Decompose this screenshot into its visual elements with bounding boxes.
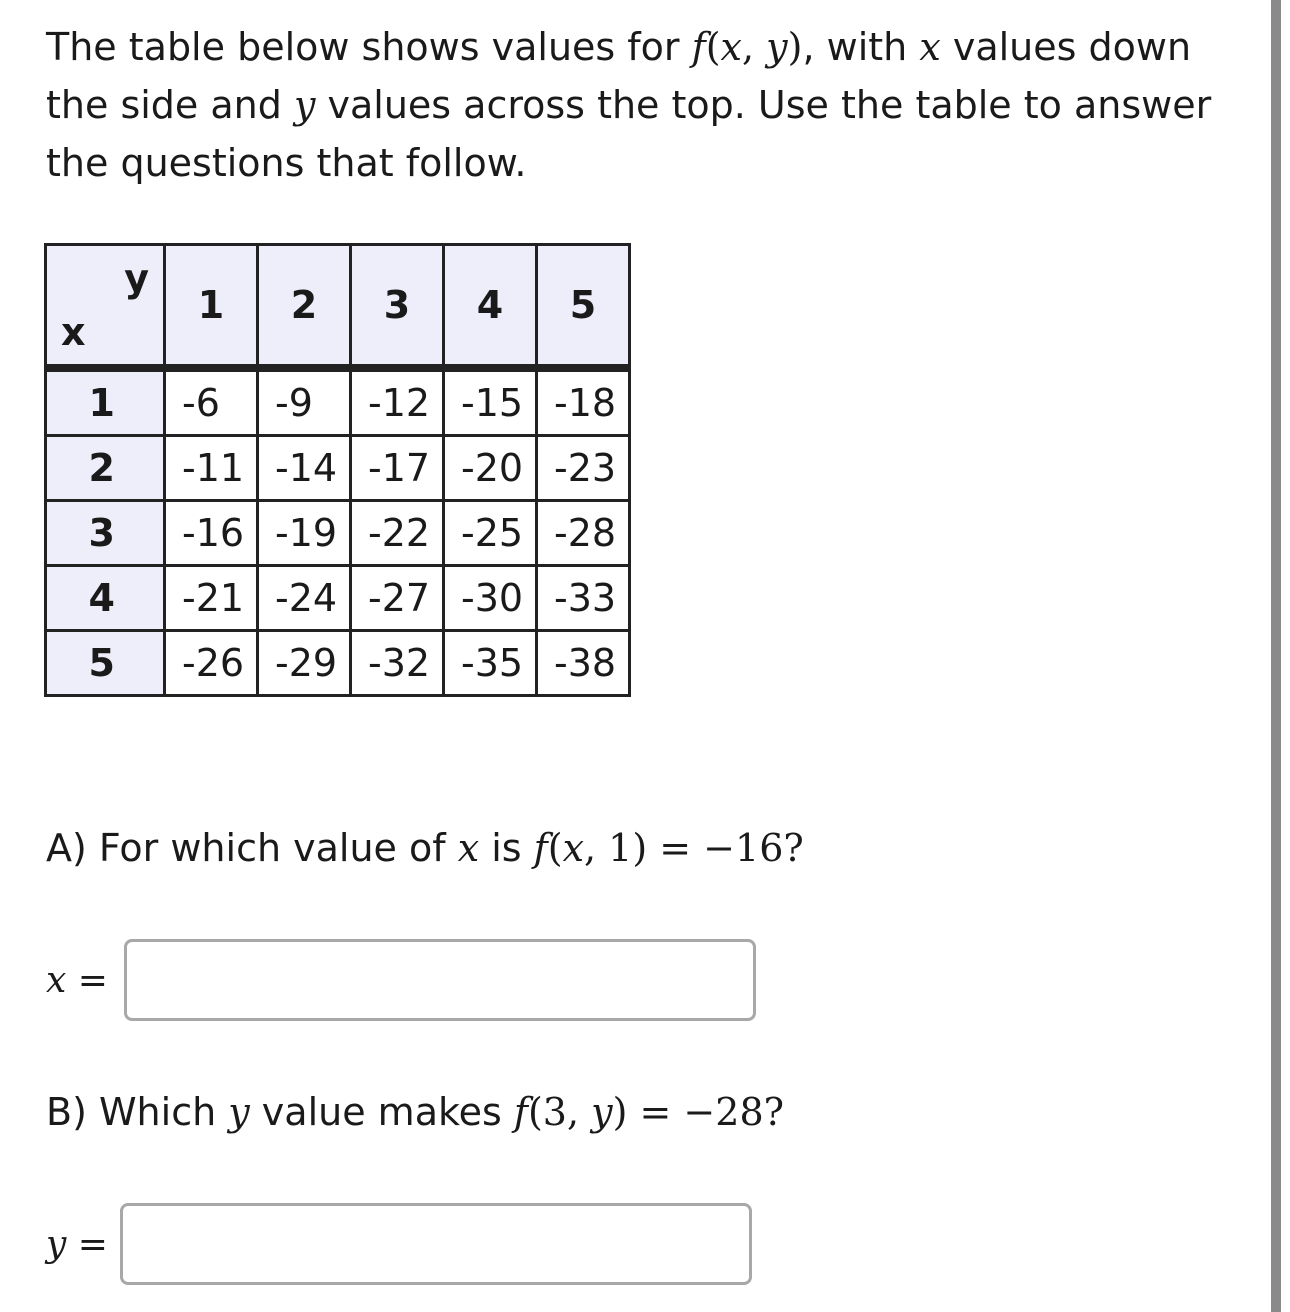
table-cell: -21 — [165, 566, 258, 631]
table-corner-cell — [46, 245, 165, 369]
intro-text-4: values across the top. Use the table to answer the questions that follow. — [46, 83, 1212, 185]
var-x: x — [562, 826, 585, 870]
x-header: 3 — [46, 501, 165, 566]
answer-b-label — [46, 1224, 108, 1265]
intro-y-variable: y — [293, 83, 316, 127]
intro-text-3: values down the side and — [46, 25, 1192, 127]
corner-y-label: y — [124, 256, 149, 300]
table-row — [46, 501, 630, 566]
table-cell: -12 — [351, 368, 444, 436]
table-cell: -24 — [258, 566, 351, 631]
paren-open: ( — [547, 826, 563, 870]
answer-a-input[interactable] — [124, 939, 756, 1021]
table-row — [46, 631, 630, 696]
expression-rest: , 1) = −16? — [584, 826, 804, 870]
table-cell: -6 — [165, 368, 258, 436]
corner-x-label: x — [61, 310, 86, 354]
table-cell: -11 — [165, 436, 258, 501]
equals-sign: = — [66, 960, 108, 1001]
table-cell: -20 — [444, 436, 537, 501]
table-cell: -26 — [165, 631, 258, 696]
var-x: x — [720, 25, 742, 69]
table-cell: -27 — [351, 566, 444, 631]
table-cell: -9 — [258, 368, 351, 436]
answer-a-label — [46, 960, 108, 1001]
page-right-border — [1271, 0, 1281, 1312]
function-f: f — [691, 25, 706, 69]
question-a-expression — [534, 826, 804, 870]
var-y: y — [766, 25, 788, 69]
table-cell: -22 — [351, 501, 444, 566]
paren-open: (3, — [527, 1090, 592, 1134]
table-row — [46, 566, 630, 631]
question-b-expression — [514, 1090, 784, 1134]
comma: , — [741, 25, 767, 69]
answer-b-input[interactable] — [120, 1203, 752, 1285]
table-cell: -23 — [537, 436, 630, 501]
y-header: 1 — [165, 245, 258, 369]
intro-x-variable: x — [919, 25, 941, 69]
table-cell: -32 — [351, 631, 444, 696]
var-y: y — [591, 1090, 613, 1134]
table-row — [46, 368, 630, 436]
x-header: 2 — [46, 436, 165, 501]
question-a — [46, 820, 804, 876]
intro-text-1: The table below shows values for — [46, 25, 692, 69]
function-f: f — [513, 1090, 528, 1134]
equals-sign: = — [66, 1224, 108, 1265]
paren-open: ( — [705, 25, 721, 69]
table-cell: -19 — [258, 501, 351, 566]
paren-close: ) — [787, 25, 803, 69]
table-header-row — [46, 245, 630, 369]
table-cell: -25 — [444, 501, 537, 566]
table-cell: -35 — [444, 631, 537, 696]
question-b-variable: y — [228, 1090, 250, 1134]
question-b-text-2: value makes — [249, 1090, 514, 1134]
table-cell: -18 — [537, 368, 630, 436]
y-header: 3 — [351, 245, 444, 369]
x-header: 1 — [46, 368, 165, 436]
question-a-variable: x — [457, 826, 480, 870]
question-b-text-1: B) Which — [46, 1090, 229, 1134]
table-cell: -30 — [444, 566, 537, 631]
answer-b-variable: y — [46, 1224, 67, 1265]
function-notation — [692, 25, 803, 69]
function-f: f — [533, 826, 548, 870]
answer-a-variable: x — [46, 960, 67, 1001]
table-row — [46, 436, 630, 501]
table-cell: -17 — [351, 436, 444, 501]
table-cell: -33 — [537, 566, 630, 631]
problem-intro — [46, 18, 1246, 192]
y-header: 4 — [444, 245, 537, 369]
question-a-text-2: is — [479, 826, 534, 870]
table-cell: -14 — [258, 436, 351, 501]
intro-text-2: , with — [802, 25, 920, 69]
function-values-table — [44, 243, 631, 697]
table-cell: -16 — [165, 501, 258, 566]
question-a-text-1: A) For which value of — [46, 826, 458, 870]
x-header: 5 — [46, 631, 165, 696]
x-header: 4 — [46, 566, 165, 631]
y-header: 2 — [258, 245, 351, 369]
table-cell: -15 — [444, 368, 537, 436]
table-cell: -29 — [258, 631, 351, 696]
y-header: 5 — [537, 245, 630, 369]
table-cell: -28 — [537, 501, 630, 566]
expression-rest: ) = −28? — [612, 1090, 784, 1134]
table-cell: -38 — [537, 631, 630, 696]
question-b — [46, 1084, 784, 1140]
